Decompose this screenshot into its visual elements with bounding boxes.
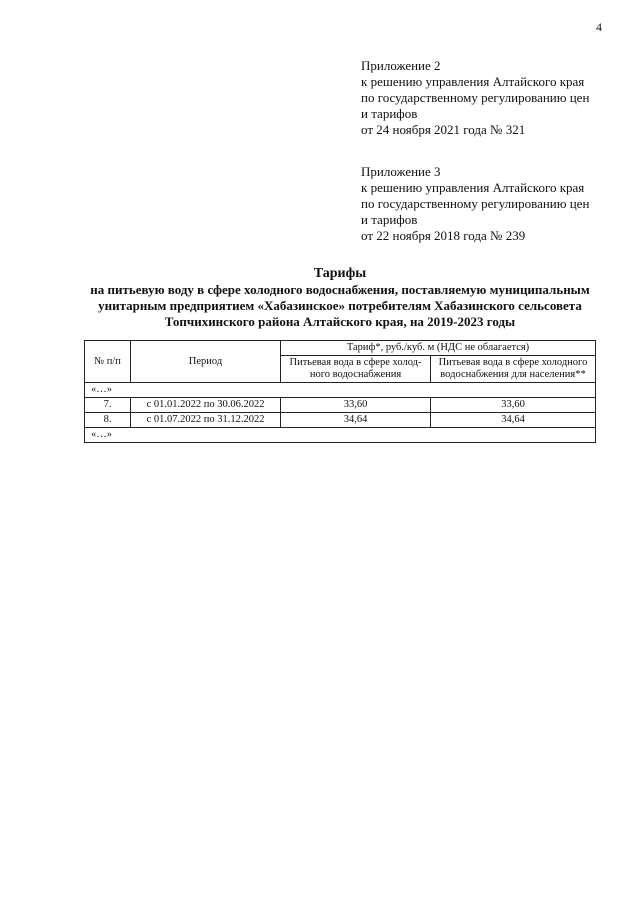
header-tariff-group: Тариф*, руб./куб. м (НДС не облагается) [281,341,596,356]
appendix-2-line: и тарифов [361,106,418,121]
ellipsis-cell: «…» [85,428,596,443]
header-cold-water: Питьевая вода в сфере холод-ного водоснабжения [281,356,431,383]
appendix-2-header [361,58,611,138]
ellipsis-cell: «…» [85,383,596,398]
table-row [85,398,596,413]
cell-period: с 01.07.2022 по 31.12.2022 [131,413,281,428]
document-title [40,266,640,330]
appendix-2-line: по государственному регулированию цен [361,90,590,105]
table-ellipsis-row [85,383,596,398]
cell-population: 34,64 [431,413,596,428]
appendix-3-line: и тарифов [361,212,418,227]
cell-cold-water: 33,60 [281,398,431,413]
cell-population: 33,60 [431,398,596,413]
cell-period: с 01.01.2022 по 30.06.2022 [131,398,281,413]
appendix-3-line: от 22 ноября 2018 года № 239 [361,228,526,243]
table-ellipsis-row [85,428,596,443]
title-line: Топчихинского района Алтайского края, на 2019-2023 годы [164,314,516,329]
appendix-3-header [361,164,611,244]
title-heading: Тарифы [313,266,367,281]
tariff-table [84,340,596,443]
table-header-row [85,341,596,356]
cell-num: 8. [85,413,131,428]
cell-cold-water: 34,64 [281,413,431,428]
cell-num: 7. [85,398,131,413]
appendix-2-line: от 24 ноября 2021 года № 321 [361,122,526,137]
appendix-3-line: Приложение 3 [361,164,441,179]
appendix-2-line: Приложение 2 [361,58,441,73]
title-line: на питьевую воду в сфере холодного водоснабжения, поставляемую муниципальным [90,282,590,297]
header-population: Питьевая вода в сфере холодного водоснабжения для населения** [431,356,596,383]
title-line: унитарным предприятием «Хабазинское» потребителям Хабазинского сельсовета [98,298,582,313]
page-number: 4 [596,20,602,34]
header-num: № п/п [85,341,131,383]
table-row [85,413,596,428]
header-period: Период [131,341,281,383]
appendix-3-line: к решению управления Алтайского края [361,180,585,195]
appendix-3-line: по государственному регулированию цен [361,196,590,211]
appendix-2-line: к решению управления Алтайского края [361,74,585,89]
